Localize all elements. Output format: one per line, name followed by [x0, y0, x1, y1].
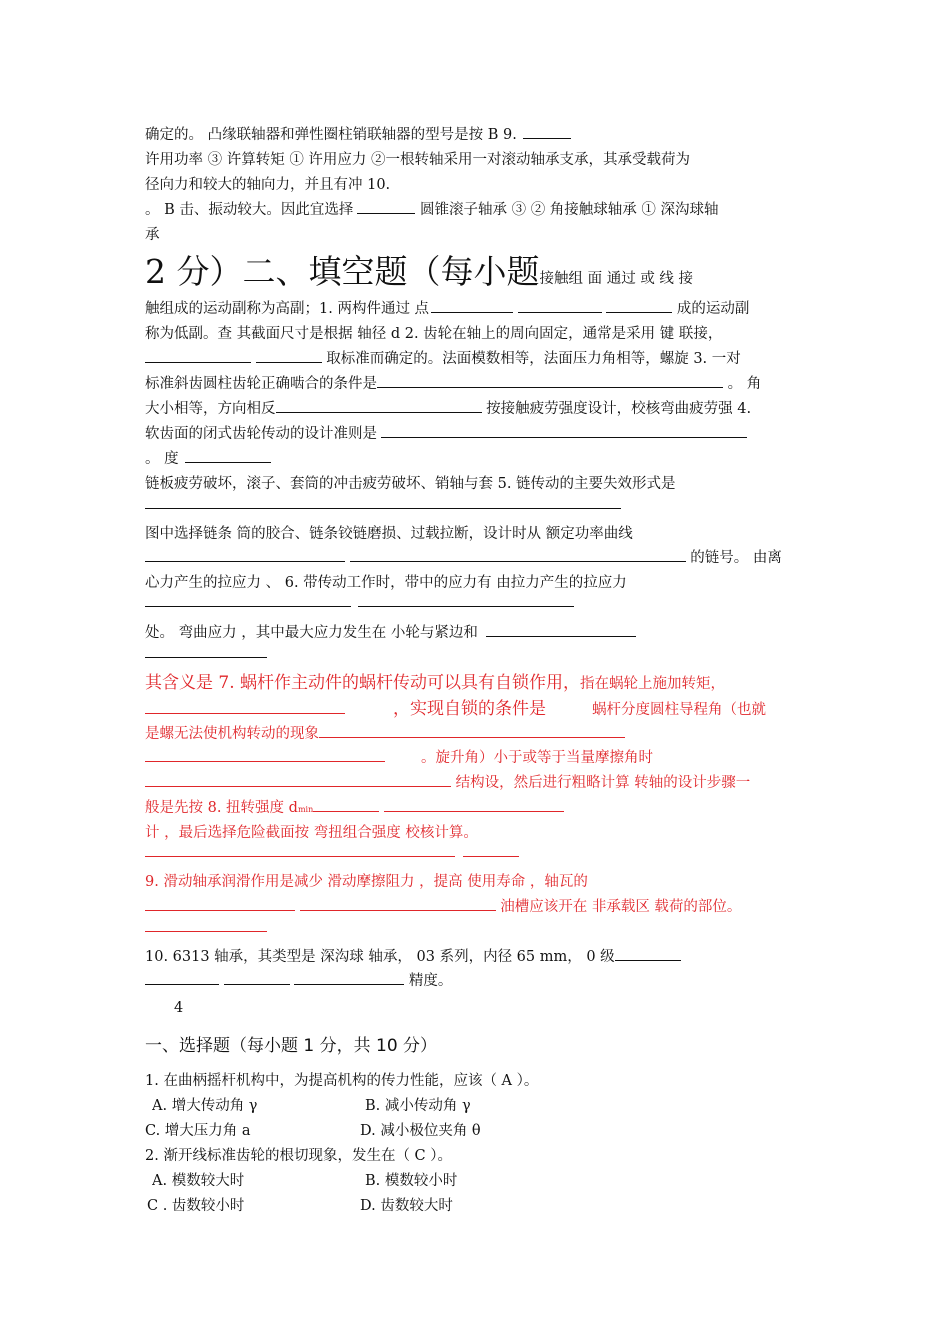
text-line: 承: [145, 227, 160, 243]
section-heading-choice: 一、选择题（每小题 1 分，共 10 分）: [145, 1036, 438, 1056]
text-line: 许用功率 ③ 许算转矩 ① 许用应力 ②一根转轴采用一对滚动轴承支承，其承受载荷为: [145, 152, 691, 168]
text-line: 链板疲劳破坏，滚子、套筒的冲击疲劳破坏、销轴与套 5. 链传动的主要失效形式是: [145, 476, 676, 492]
text-line: 处。 弯曲应力 ，其中最大应力发生在 小轮与紧边和: [145, 621, 815, 645]
text-line: 取标准而确定的。法面模数相等，法面压力角相等，螺旋 3. 一对: [145, 347, 815, 371]
blank-line: [145, 657, 267, 658]
text-line: 精度。: [145, 969, 815, 993]
text-line: 心力产生的拉应力 、 6. 带传动工作时，带中的应力有 由拉力产生的拉应力: [145, 575, 627, 591]
blank-line: [145, 931, 267, 932]
text-line: 是螺无法使机构转动的现象: [145, 722, 815, 746]
text-line: 9. 滑动轴承润滑作用是减少 滑动摩擦阻力 ，提高 使用寿命 ，轴瓦的: [145, 874, 588, 890]
option-b: B. 模数较小时: [365, 1173, 458, 1189]
blank-line: [145, 856, 455, 857]
option-a: A. 模数较大时: [152, 1173, 245, 1189]
text-line: 标准斜齿圆柱齿轮正确啮合的条件是 。 角: [145, 372, 815, 396]
text-line: 油槽应该开在 非承载区 载荷的部位。: [145, 895, 815, 919]
text-line: 图中选择链条 筒的胶合、链条铰链磨损、过载拉断，设计时从 额定功率曲线: [145, 526, 633, 542]
text-line: 触组成的运动副称为高副；1. 两构件通过 点 成的运动副: [145, 297, 815, 321]
option-a: A. 增大传动角 γ: [152, 1098, 258, 1114]
text-line: 般是先按 8. 扭转强度 dmin: [145, 796, 815, 822]
section-heading-fill-in: 2 分）二、填空题（每小题接触组 面 通过 或 线 接: [145, 252, 694, 291]
blank-line: [463, 856, 519, 857]
option-d: D. 齿数较大时: [360, 1198, 453, 1214]
page-number: 4: [174, 1000, 184, 1016]
text-line: 其含义是 7. 蜗杆作主动件的蜗杆传动可以具有自锁作用，指在蜗轮上施加转矩，: [145, 673, 726, 693]
text-line: 的链号。 由离: [145, 546, 815, 570]
text-line: ，实现自锁的条件是 蜗杆分度圆柱导程角（也就: [145, 697, 815, 722]
text-line: 10. 6313 轴承，其类型是 深沟球 轴承， 03 系列，内径 65 mm， 0 级: [145, 945, 815, 969]
option-c: C . 齿数较小时: [147, 1198, 245, 1214]
text-line: 软齿面的闭式齿轮传动的设计准则是: [145, 422, 815, 446]
text-line: 。旋升角）小于或等于当量摩擦角时: [145, 746, 815, 770]
text-line: 确定的。 凸缘联轴器和弹性圈柱销联轴器的型号是按 B 9.: [145, 123, 815, 147]
option-c: C. 增大压力角 a: [145, 1123, 251, 1139]
text-line: 计 ，最后选择危险截面按 弯扭组合强度 校核计算。: [145, 825, 478, 841]
text-line: 称为低副。查 其截面尺寸是根据 轴径 d 2. 齿轮在轴上的周向固定，通常是采用 键 联接，: [145, 326, 723, 342]
blank-line: [145, 606, 351, 607]
blank-line: [358, 606, 574, 607]
option-b: B. 减小传动角 γ: [365, 1098, 471, 1114]
text-line: 大小相等，方向相反 按接触疲劳强度设计，校核弯曲疲劳强 4.: [145, 397, 815, 421]
text-line: 径向力和较大的轴向力，并且有冲 10.: [145, 177, 391, 193]
text-line: 。 B 击、振动较大。因此宜选择 圆锥滚子轴承 ③ ② 角接触球轴承 ① 深沟球轴: [145, 198, 815, 222]
text-line: 结构设，然后进行粗略计算 转轴的设计步骤一: [145, 771, 815, 795]
text-line: 。 度: [145, 447, 815, 471]
question-1: 1. 在曲柄摇杆机构中，为提高机构的传力性能，应该（ A ）。: [145, 1073, 539, 1089]
option-d: D. 减小极位夹角 θ: [360, 1123, 481, 1139]
blank-line: [145, 508, 621, 509]
question-2: 2. 渐开线标准齿轮的根切现象，发生在（ C ）。: [145, 1148, 453, 1164]
